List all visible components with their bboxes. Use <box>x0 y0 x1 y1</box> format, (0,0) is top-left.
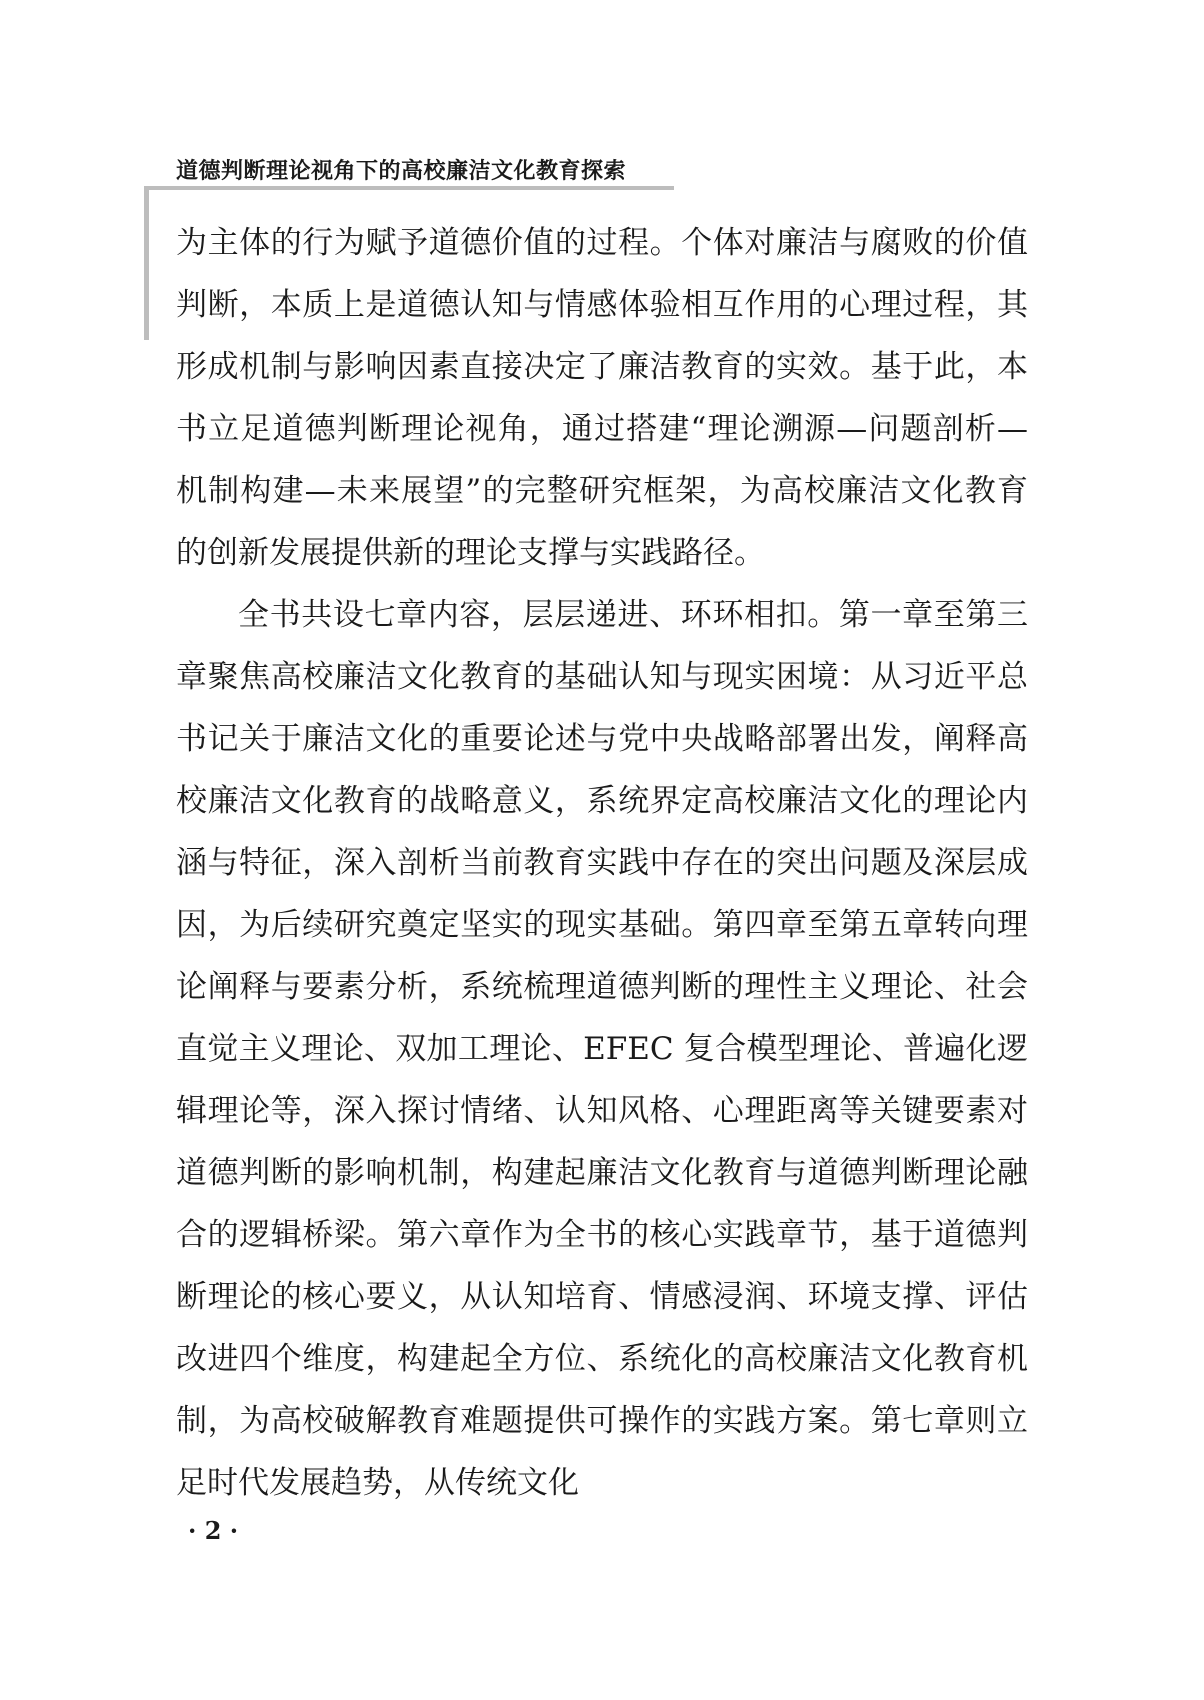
body-text <box>176 212 1028 1514</box>
header-rule <box>144 186 674 190</box>
paragraph-2: 全书共设七章内容，层层递进、环环相扣。第一章至第三章聚焦高校廉洁文化教育的基础认知与现实困境：从习近平总书记关于廉洁文化的重要论述与党中央战略部署出发，阐释高校廉洁文化教育的战略意义，系统界定高校廉洁文化的理论内涵与特征，深入剖析当前教育实践中存在的突出问题及深层成因，为后续研究奠定坚实的现实基础。第四章至第五章转向理论阐释与要素分析，系统梳理道德判断的理性主义理论、社会直觉主义理论、双加工理论、EFEC 复合模型理论、普遍化逻辑理论等，深入探讨情绪、认知风格、心理距离等关键要素对道德判断的影响机制，构建起廉洁文化教育与道德判断理论融合的逻辑桥梁。第六章作为全书的核心实践章节，基于道德判断理论的核心要义，从认知培育、情感浸润、环境支撑、评估改进四个维度，构建起全方位、系统化的高校廉洁文化教育机制，为高校破解教育难题提供可操作的实践方案。第七章则立足时代发展趋势，从传统文化 <box>176 597 1028 1501</box>
paragraph-1: 为主体的行为赋予道德价值的过程。个体对廉洁与腐败的价值判断，本质上是道德认知与情感体验相互作用的心理过程，其形成机制与影响因素直接决定了廉洁教育的实效。基于此，本书立足道德判断理论视角，通过搭建“理论溯源—问题剖析—机制构建—未来展望”的完整研究框架，为高校廉洁文化教育的创新发展提供新的理论支撑与实践路径。 <box>176 225 1028 571</box>
page-number: · 2 · <box>188 1516 239 1545</box>
side-decoration-bar <box>144 186 149 340</box>
running-header: 道德判断理论视角下的高校廉洁文化教育探索 <box>176 159 627 184</box>
